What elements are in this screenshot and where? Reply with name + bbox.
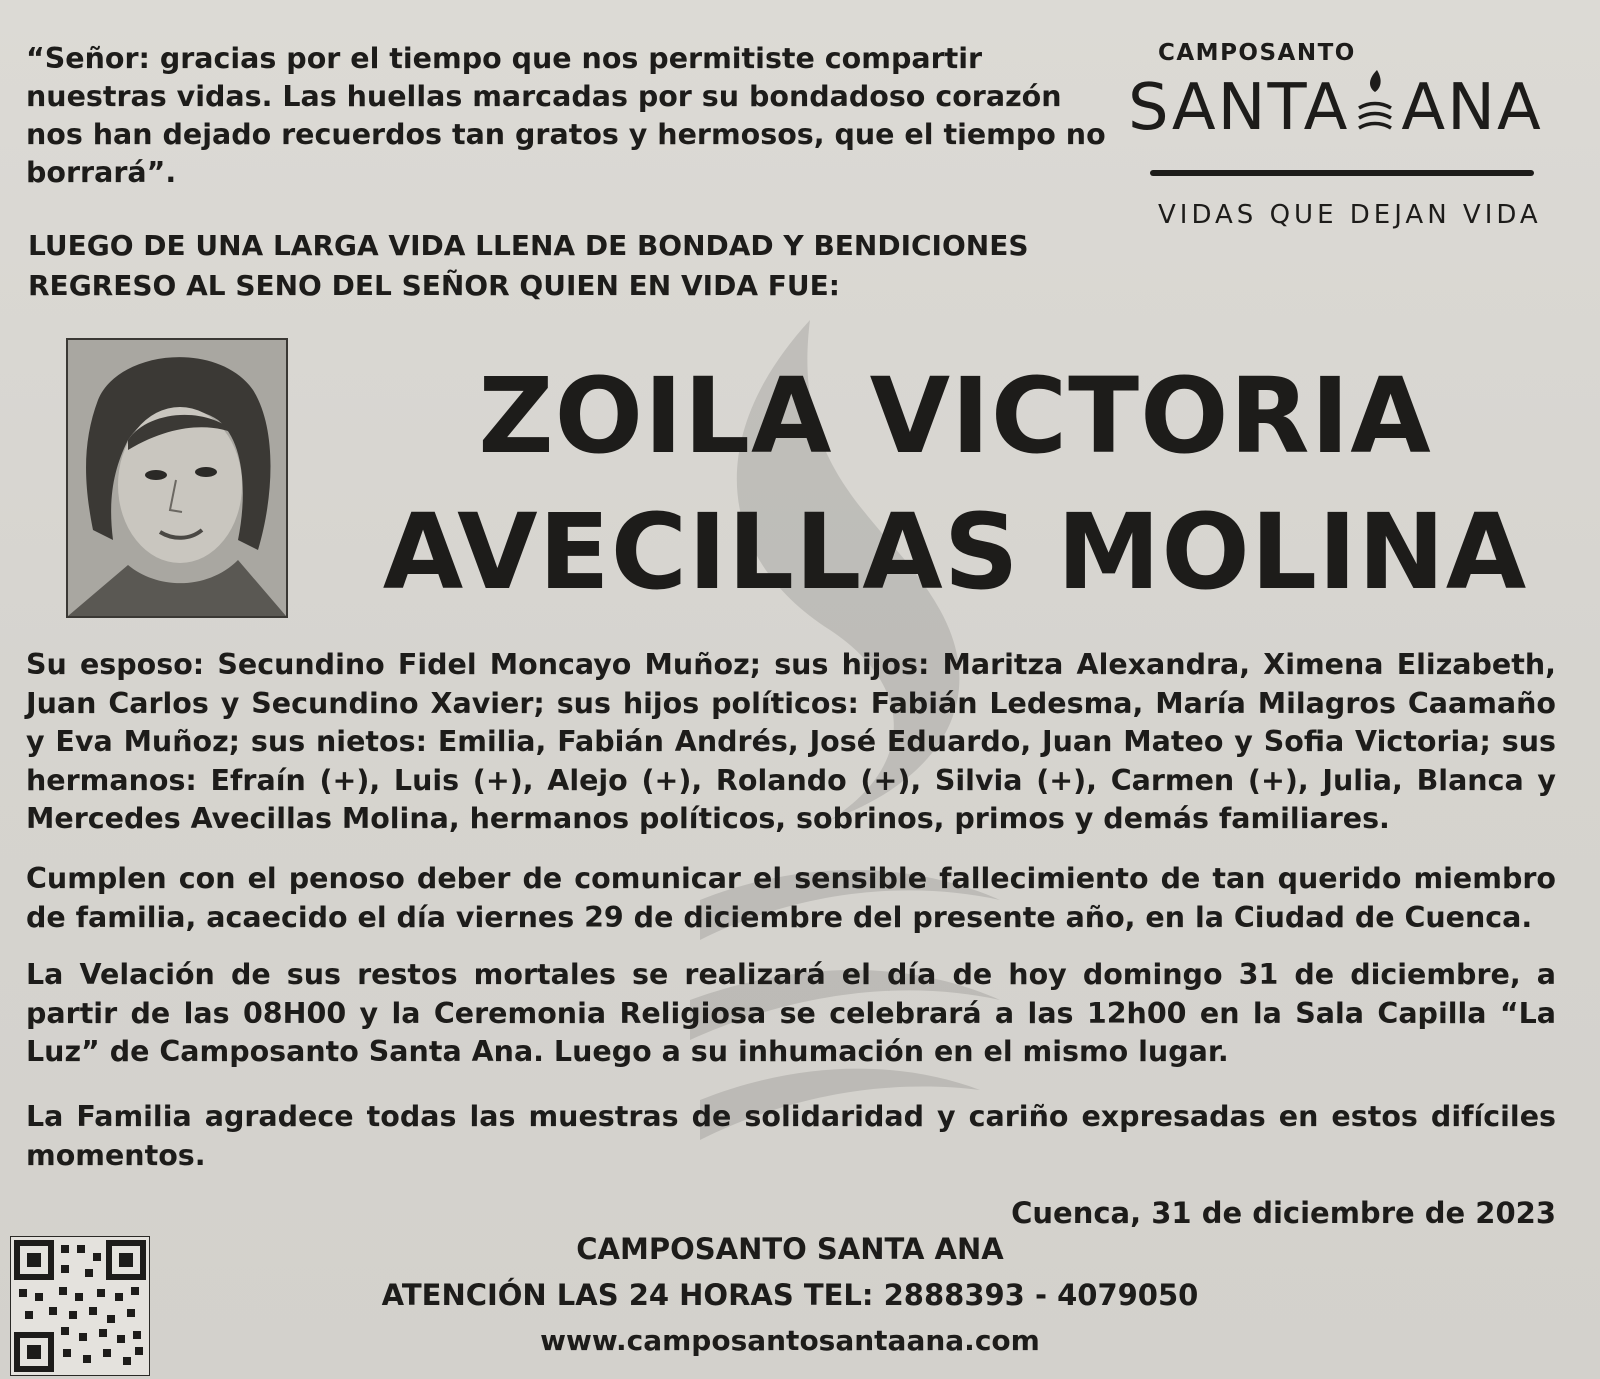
logo-tagline: VIDAS QUE DEJAN VIDA [1158,200,1542,230]
qr-code[interactable] [10,1236,150,1376]
date-place: Cuenca, 31 de diciembre de 2023 [1011,1196,1556,1230]
footer-phone: ATENCIÓN LAS 24 HORAS TEL: 2888393 - 4079050 [381,1278,1199,1312]
announcement-paragraph: Cumplen con el penoso deber de comunicar el sensible fallecimiento de tan querido miembro de familia, acaecido el día viernes 29 de diciembre del presente año, en la Ciudad de Cuenca. [26,862,1556,934]
family-paragraph: Su esposo: Secundino Fidel Moncayo Muñoz; sus hijos: Maritza Alexandra, Ximena Elizabeth, Juan Carlos y Secundino Xavier; sus hijos políticos: Fabián Ledesma, María Milagros Caamaño y Eva Muñoz; sus nietos: Emilia, Fabián Andrés, José Eduardo, Juan Mateo y Sofia Victoria; sus hermanos: Efraín (+), Luis (+), Alejo (+), Rolando (+), Silvia (+), Carmen (+), Julia, Blanca y Mercedes Avecillas Molina, hermanos políticos, sobrinos, primos y demás familiares. [26,648,1556,835]
name-line-2: AVECILLAS MOLINA [382,491,1528,613]
qr-code-pattern [11,1237,149,1375]
footer-website: www.camposantosantaana.com [540,1324,1040,1357]
logo-divider [1150,170,1534,176]
intro-line-2: REGRESO AL SENO DEL SEÑOR QUIEN EN VIDA FUE: [28,269,840,302]
wake-paragraph: La Velación de sus restos mortales se realizará el día de hoy domingo 31 de diciembre, a partir de las 08H00 y la Ceremonia Religiosa se celebrará a las 12h00 en la Sala Capilla “La Luz” de Camposanto Santa Ana. Luego a su inhumación en el mismo lugar. [26,958,1556,1068]
thanks-paragraph: La Familia agradece todas las muestras de solidaridad y cariño expresadas en estos difíciles momentos. [26,1100,1556,1172]
intro-line-1: LUEGO DE UNA LARGA VIDA LLENA DE BONDAD Y BENDICIONES [28,229,1029,262]
intro-text [28,226,1128,306]
deceased-portrait [66,338,288,618]
logo-top-text: CAMPOSANTO [1158,40,1356,66]
santa-ana-flame-icon [1355,66,1395,150]
portrait-image [68,340,286,616]
deceased-name [330,348,1580,620]
name-line-1: ZOILA VICTORIA [478,355,1432,477]
camposanto-logo [1130,40,1560,230]
opening-quote: “Señor: gracias por el tiempo que nos permitiste compartir nuestras vidas. Las huellas marcadas por su bondadoso corazón nos han dejado recuerdos tan gratos y hermosos, que el tiempo no borrará”. [26,42,1106,189]
logo-brand-left: SANTA [1128,71,1350,145]
logo-brand-right: ANA [1401,71,1543,145]
logo-brand [1128,66,1560,150]
footer-org: CAMPOSANTO SANTA ANA [576,1232,1004,1266]
